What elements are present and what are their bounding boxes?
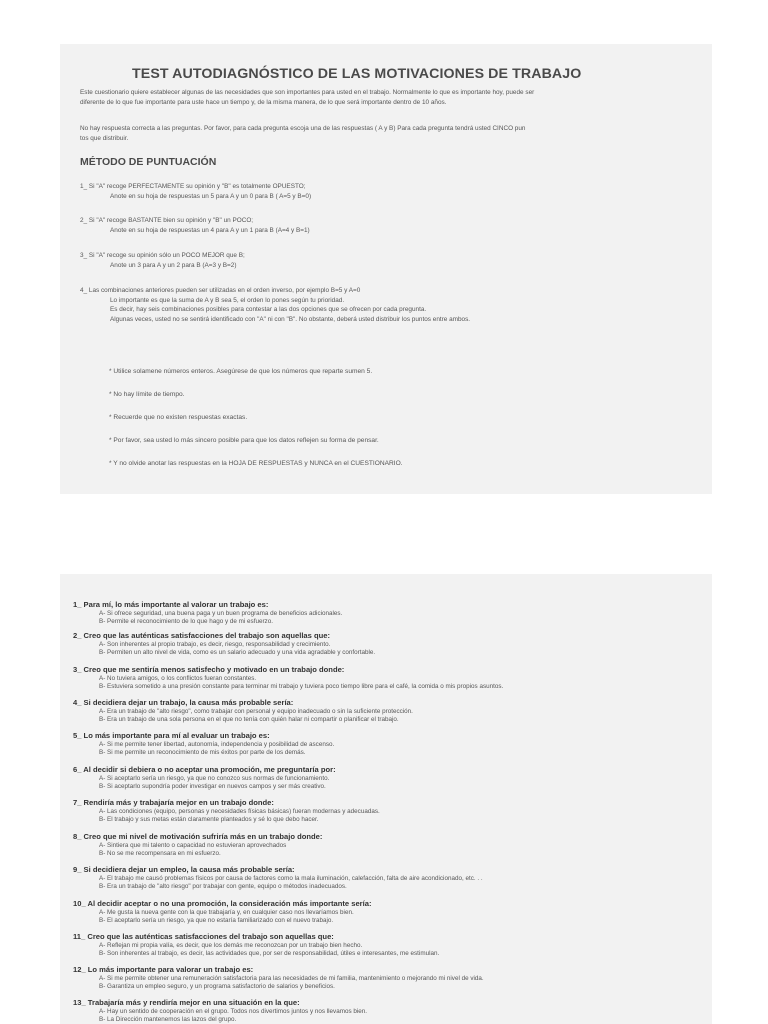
intro-line: Este cuestionario quiere establecer algunas de las necesidades que son importantes para usted en el trabajo. Normalmente lo que es importante hoy, puede ser [80,89,535,96]
question-title: 3_ Creo que me sentiría menos satisfecho y motivado en un trabajo donde: [73,665,345,674]
question-title: 1_ Para mí, lo más importante al valorar un trabajo es: [73,600,269,609]
question-5 [73,731,334,757]
question-4 [73,698,413,724]
option-a: A- No tuviera amigos, o los conflictos fueran constantes. [99,675,257,682]
option-b: B- No se me recompensara en mi esfuerzo. [99,849,221,857]
rule-line: 2_ Si "A" recoge BASTANTE bien su opinión y "B" un POCO; [80,217,254,224]
question-2 [73,631,375,657]
option-b: B- Permiten un alto nivel de vida, como es un salario adecuado y una vida agradable y confortable. [99,648,376,656]
question-7 [73,798,380,824]
questionnaire-questions-page [60,574,712,1024]
option-b: B- Era un trabajo de "alto riesgo" por trabajar con gente, equipo o métodos inadecuados. [99,882,347,890]
note-item: * No hay límite de tiempo. [109,391,185,398]
question-3 [73,665,503,691]
rule-line: 3_ Si "A" recoge su opinión sólo un POCO MEJOR que B; [80,252,245,259]
question-6 [73,765,336,791]
option-a: A- Si me permite obtener una remuneración satisfactoria para las necesidades de mi familia, mantenimiento o mejorando mi nivel de vida. [99,975,484,982]
note-item: * Recuerde que no existen respuestas exactas. [109,414,248,421]
rule-line: Algunas veces, usted no se sentirá identificado con "A" ni con "B". No obstante, deberá usted distribuir los puntos entre ambos. [110,315,471,323]
option-a: A- Hay un sentido de cooperación en el grupo. Todos nos divertimos juntos y nos llevamos bien. [99,1008,368,1015]
option-a: A- Reflejan mi propia valía, es decir, que los demás me reconozcan por un trabajo bien hecho. [99,942,363,949]
question-title: 6_ Al decidir si debiera o no aceptar una promoción, me preguntaría por: [73,765,336,774]
option-a: A- Era un trabajo de "alto riesgo", como trabajar con personal y equipo inadecuado o sin la suficiente protección. [99,708,413,715]
question-1 [73,600,342,626]
option-a: A- Las condiciones (equipo, personas y necesidades físicas básicas) fueran modernas y adecuadas. [99,808,380,815]
option-b: B- La Dirección mantenemos las lazos del grupo. [99,1015,237,1023]
option-b: B- Si me permite un reconocimiento de mis éxitos por parte de los demás. [99,748,306,756]
option-b: B- Si aceptarlo supondría poder investigar en nuevos campos y ser más creativo. [99,782,326,790]
rule-line: Lo importante es que la suma de A y B sea 5, el orden lo pones según tu prioridad. [110,296,345,304]
rule-line: 4_ Las combinaciones anteriores pueden ser utilizadas en el orden inverso, por ejemplo B=5 y A=0 [80,287,361,294]
option-b: B- El aceptarlo sería un riesgo, ya que no estaría familiarizado con el nuevo trabajo. [99,916,334,924]
method-heading: MÉTODO DE PUNTUACIÓN [80,156,217,168]
rule-2 [80,216,310,235]
question-11 [73,932,439,958]
question-title: 10_ Al decidir aceptar o no una promoción, la consideración más importante sería: [73,899,372,908]
answers-line: tos que distribuir. [80,134,129,142]
rule-line: Anote en su hoja de respuestas un 5 para A y un 0 para B ( A=5 y B=0) [110,192,312,200]
rule-line: Anote un 3 para A y un 2 para B (A=3 y B=2) [110,261,237,269]
intro-line: diferente de lo que fue importante para uste hace un tiempo y, de la misma manera, de lo que será importante dentro de 10 años. [80,98,447,106]
question-10 [73,899,372,925]
question-9 [73,865,483,891]
rule-4 [80,286,470,324]
rule-line: Es decir, hay seis combinaciones posibles para contestar a las dos opciones que se ofrecen por cada pregunta. [110,306,427,314]
answers-paragraph [80,124,525,143]
question-title: 12_ Lo más importante para valorar un trabajo es: [73,965,254,974]
question-title: 13_ Trabajaría más y rendiría mejor en una situación en la que: [73,998,300,1007]
question-13 [73,998,367,1024]
question-title: 11_ Creo que las auténticas satisfacciones del trabajo son aquellas que: [73,932,334,941]
rule-3 [80,251,245,270]
option-a: A- Sintiera que mi talento o capacidad no estuvieran aprovechados [99,842,287,849]
intro-paragraph [80,88,534,107]
note-item: * Por favor, sea usted lo más sincero posible para que los datos reflejen su forma de pensar. [109,437,379,444]
option-a: A- Si me permite tener libertad, autonomía, independencia y posibilidad de ascenso. [99,741,335,748]
rule-line: 1_ Si "A" recoge PERFECTAMENTE su opinión y "B" es totalmente OPUESTO; [80,183,306,190]
option-b: B- Estuviera sometido a una presión constante para terminar mi trabajo y tuviera poco tiempo libre para el café, la comida o mis propios asuntos. [99,682,504,690]
question-title: 7_ Rendiría más y trabajaría mejor en un trabajo donde: [73,798,274,807]
question-12 [73,965,484,991]
option-a: A- Me gusta la nueva gente con la que trabajaría y, en cualquier caso nos llevaríamos bien. [99,909,354,916]
option-a: A- Si ofrece seguridad, una buena paga y un buen programa de beneficios adicionales. [99,610,343,617]
option-b: B- Son inherentes al trabajo, es decir, las actividades que, por ser de responsabilidad, útiles e interesantes, me estimulan. [99,949,440,957]
option-b: B- Era un trabajo de una sola persona en el que no tenía con quién halar ni compartir o planificar el trabajo. [99,715,399,723]
page-title: TEST AUTODIAGNÓSTICO DE LAS MOTIVACIONES DE TRABAJO [132,66,582,82]
questionnaire-instructions-page [60,44,712,494]
option-a: A- El trabajo me causó problemas físicos por causa de factores como la mala iluminación, calefacción, falta de aire acondicionado, etc. . . [99,875,483,882]
rule-line: Anote en su hoja de respuestas un 4 para A y un 1 para B (A=4 y B=1) [110,226,310,234]
option-b: B- Permite el reconocimiento de lo que hago y de mi esfuerzo. [99,617,273,625]
option-b: B- Garantiza un empleo seguro, y un programa satisfactorio de salarios y beneficios. [99,982,335,990]
question-title: 4_ Si decidiera dejar un trabajo, la causa más probable sería: [73,698,294,707]
question-8 [73,832,322,858]
question-title: 5_ Lo más importante para mí al evaluar un trabajo es: [73,731,270,740]
note-item: * Y no olvide anotar las respuestas en la HOJA DE RESPUESTAS y NUNCA en el CUESTIONARIO. [109,460,403,467]
question-title: 8_ Creo que mi nivel de motivación sufriría más en un trabajo donde: [73,832,323,841]
question-title: 9_ Si decidiera dejar un empleo, la causa más probable sería: [73,865,295,874]
question-title: 2_ Creo que las auténticas satisfacciones del trabajo son aquellas que: [73,631,331,640]
answers-line: No hay respuesta correcta a las preguntas. Por favor, para cada pregunta escoja una de las respuestas ( A y B) Para cada pregunta tendrá usted CINCO pun [80,125,526,132]
note-item: * Utilice solamene números enteros. Asegúrese de que los números que reparte sumen 5. [109,368,373,375]
rule-1 [80,182,311,201]
option-a: A- Si aceptarlo sería un riesgo, ya que no conozco sus normas de funcionamiento. [99,775,330,782]
option-a: A- Son inherentes al propio trabajo, es decir, riesgo, responsabilidad y crecimiento. [99,641,331,648]
option-b: B- El trabajo y sus metas están claramente planteados y sé lo que debo hacer. [99,815,319,823]
